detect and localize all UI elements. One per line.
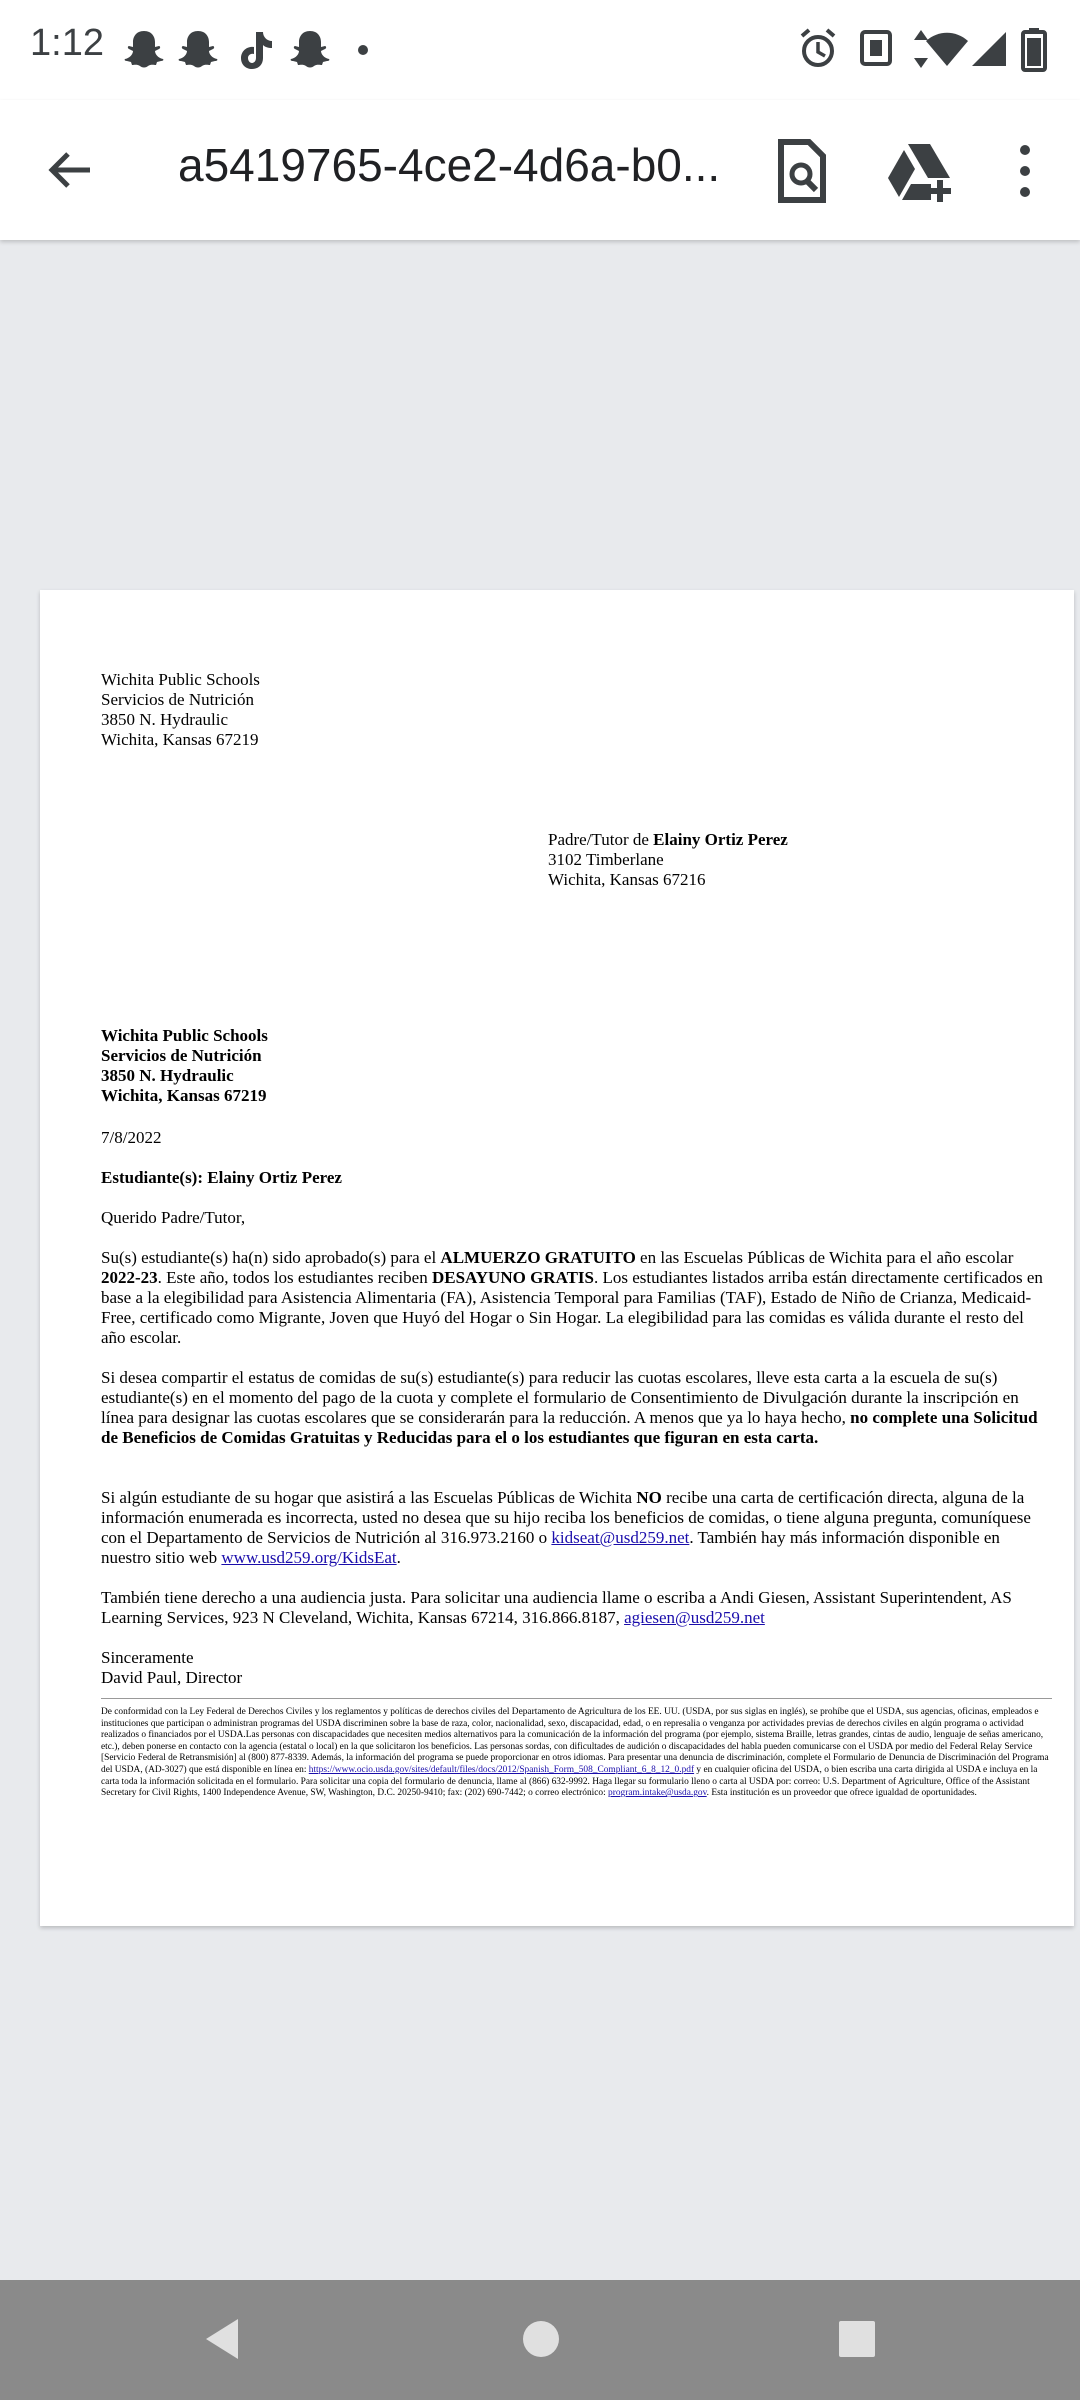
system-nav-bar (0, 2280, 1080, 2400)
footer-divider (101, 1698, 1052, 1699)
app-bar (0, 100, 1080, 240)
alarm-icon (798, 26, 838, 72)
snapchat-icon (290, 28, 330, 72)
back-triangle-icon[interactable] (200, 2314, 250, 2364)
paragraph-fee-reduction: Si desea compartir el estatus de comidas de su(s) estudiante(s) para reducir las cuotas escolares, lleve esta carta a la escuela de su(s) estudiante(s) en el momento del pago de la cuota y complete el formulario de Consentimiento de Divulgación durante la inscripción en línea para designar las cuotas escolares que se considerarán para la reducción. A menos que ya lo haya hecho, no complete una Solicitud de Beneficios de Comidas Gratuitas y Reducidas para el o los estudiantes que figuran en esta carta. (101, 1368, 1038, 1447)
usda-form-link[interactable]: https://www.ocio.usda.gov/sites/default/files/docs/2012/Spanish_Form_508_Compliant_6_8_12_0.pdf (308, 1764, 695, 1775)
usda-email-link[interactable]: program.intake@usda.gov (608, 1788, 707, 1799)
nondiscrimination-statement: De conformidad con la Ley Federal de Derechos Civiles y los reglamentos y políticas de derechos civiles del Departamento de Agricultura de los EE. UU. (USDA, por sus siglas en inglés), se prohíbe que el USDA, sus agencias, oficinas, empleados e instituciones que participan o administran programas del USDA discriminen sobre la base de raza, color, nacionalidad, sexo, discapacidad, edad, o en represalia o venganza por actividades previas de derechos civiles en algún programa o actividad realizados o financiados por el USDA.Las personas con discapacidades que necesiten medios alternativos para la comunicación de la información del programa (por ejemplo, sistema Braille, letras grandes, cintas de audio, lenguaje de señas americano, etc.), deben ponerse en contacto con la agencia (estatal o local) en la que solicitaron los beneficios. Las personas sordas, con dificultades de audición o discapacidades del habla pueden comunicarse con el USDA por medio del Federal Relay Service [Servicio Federal de Retransmisión] al (800) 877-8339. Además, la información del programa se puede proporcionar en otros idiomas. Para presentar una denuncia de discriminación, complete el Formulario de Denuncia de Discriminación del Programa del USDA, (AD-3027) que está disponible en línea en: https://www.ocio.usda.gov/sites/default/files/docs/2012/Spanish_Form_508_Compliant_6_8_12_0.pdf y en cualquier oficina del USDA, o bien escriba una carta dirigida al USDA e incluya en la carta toda la información solicitada en el formulario. Para solicitar una copia del formulario de denuncia, llame al (866) 632-9992. Haga llegar su formulario lleno o carta al USDA por: correo: U.S. Department of Agriculture, Office of the Assistant Secretary for Civil Rights, 1400 Independence Avenue, SW, Washington, D.C. 20250-9410; fax: (202) 690-7442; o correo electrónico: program.intake@usda.gov. Esta institución es un proveedor que ofrece igualdad de oportunidades. (101, 1707, 1049, 1799)
email-link-agiesen[interactable]: agiesen@usd259.net (624, 1608, 765, 1627)
back-arrow-icon[interactable] (40, 140, 100, 200)
battery-icon (1020, 26, 1048, 72)
find-in-page-icon[interactable] (766, 136, 836, 206)
home-circle-icon[interactable] (516, 2314, 566, 2364)
email-link-kidseat[interactable]: kidseat@usd259.net (551, 1528, 690, 1547)
paragraph-contact: Si algún estudiante de su hogar que asistirá a las Escuelas Públicas de Wichita NO recibe una carta de certificación directa, alguna de la información enumerada es incorrecta, usted no desea que su hijo reciba los beneficios de comidas, o tiene alguna pregunta, comuníquese con el Departamento de Servicios de Nutrición al 316.973.2160 o kidseat@usd259.net. También hay más información disponible en nuestro sitio web www.usd259.org/KidsEat. (101, 1488, 1031, 1567)
return-address: Wichita Public Schools Servicios de Nutrición 3850 N. Hydraulic Wichita, Kansas 67219 (101, 1026, 268, 1105)
wifi-icon (924, 26, 970, 72)
student-line: Estudiante(s): Elainy Ortiz Perez (101, 1168, 342, 1187)
recipient-address: Padre/Tutor de Elainy Ortiz Perez 3102 Timberlane Wichita, Kansas 67216 (548, 830, 788, 889)
more-vert-icon[interactable] (990, 136, 1060, 206)
sender-address: Wichita Public Schools Servicios de Nutrición 3850 N. Hydraulic Wichita, Kansas 67219 (101, 670, 260, 749)
snapchat-icon (124, 28, 164, 72)
vibrate-icon (858, 26, 894, 72)
add-to-drive-icon[interactable] (886, 136, 956, 206)
signal-icon (970, 26, 1008, 72)
signature-block: Sinceramente David Paul, Director (101, 1648, 243, 1687)
paragraph-hearing: También tiene derecho a una audiencia justa. Para solicitar una audiencia llame o escriba a Andi Giesen, Assistant Superintendent, AS Learning Services, 923 N Cleveland, Wichita, Kansas 67214, 316.866.8187, agiesen@usd259.net (101, 1588, 1012, 1627)
clock: 1:12 (30, 22, 104, 64)
recents-square-icon[interactable] (832, 2314, 882, 2364)
letter-date: 7/8/2022 (101, 1128, 162, 1147)
website-link[interactable]: www.usd259.org/KidsEat (221, 1548, 397, 1567)
paragraph-approval: Su(s) estudiante(s) ha(n) sido aprobado(s) para el ALMUERZO GRATUITO en las Escuelas Públicas de Wichita para el año escolar 2022-23. Este año, todos los estudiantes reciben DESAYUNO GRATIS. Los estudiantes listados arriba están directamente certificados en base a la elegibilidad para Asistencia Alimentaria (FA), Asistencia Temporal para Familias (TAF), Estado de Niño de Crianza, Medicaid-Free, certificado como Migrante, Joven que Huyó del Hogar o Sin Hogar. La elegibilidad para las comidas es válida durante el resto del año escolar. (101, 1248, 1043, 1347)
status-bar (0, 0, 1080, 100)
greeting: Querido Padre/Tutor, (101, 1208, 246, 1227)
document-title: a5419765-4ce2-4d6a-b0... (178, 139, 721, 191)
snapchat-icon (178, 28, 218, 72)
tiktok-icon (234, 28, 274, 72)
document-page[interactable] (40, 590, 1074, 1926)
more-dot-icon (355, 28, 395, 72)
